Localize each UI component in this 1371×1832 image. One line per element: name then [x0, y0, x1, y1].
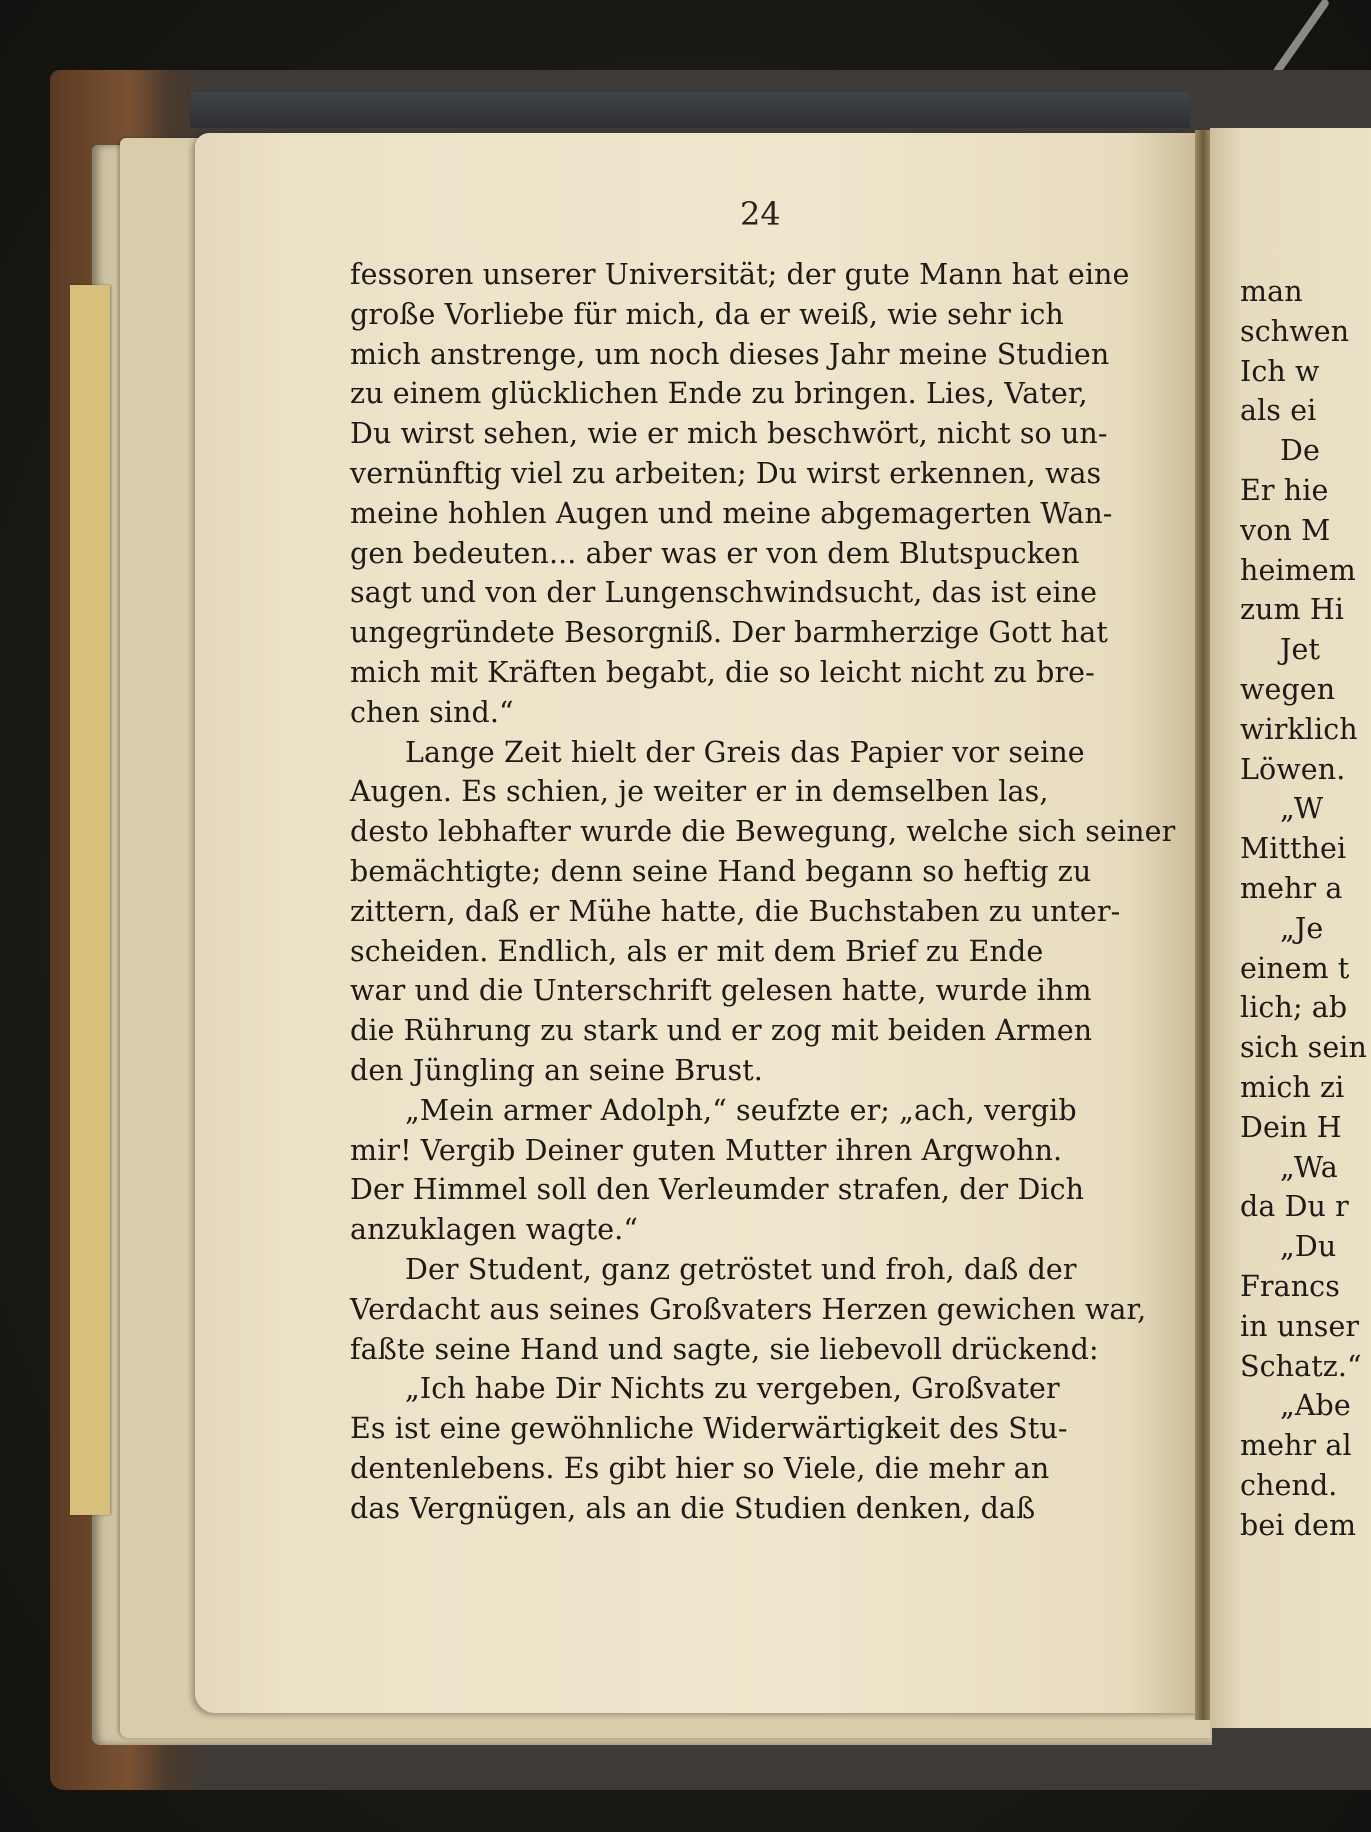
- text-line: einem t: [1240, 951, 1350, 985]
- text-line: mich zi: [1240, 1070, 1345, 1104]
- book-gutter: [1195, 130, 1211, 1720]
- text-line: desto lebhafter wurde die Bewegung, welche sich seiner: [350, 815, 1176, 849]
- text-line: mich mit Kräften begabt, die so leicht nicht zu bre-: [350, 655, 1095, 689]
- text-line: Löwen.: [1240, 752, 1346, 786]
- text-line: „Je: [1280, 911, 1324, 945]
- text-line: Jet: [1280, 633, 1321, 667]
- text-line: „W: [1280, 792, 1324, 826]
- text-line: ungegründete Besorgniß. Der barmherzige Gott hat: [350, 616, 1108, 650]
- text-line: gen bedeuten... aber was er von dem Blutspucken: [350, 536, 1080, 570]
- text-line: den Jüngling an seine Brust.: [350, 1053, 763, 1087]
- text-line: lich; ab: [1240, 991, 1348, 1025]
- right-page-text: [1240, 272, 1371, 1546]
- text-line: Er hie: [1240, 473, 1329, 507]
- text-line: mir! Vergib Deiner guten Mutter ihren Argwohn.: [350, 1133, 1063, 1167]
- text-line: mehr a: [1240, 871, 1343, 905]
- text-line: Der Student, ganz getröstet und froh, daß der: [405, 1252, 1077, 1286]
- text-line: mich anstrenge, um noch dieses Jahr meine Studien: [350, 337, 1110, 371]
- text-line: Du wirst sehen, wie er mich beschwört, nicht so un-: [350, 417, 1108, 451]
- text-line: zum Hi: [1240, 593, 1345, 627]
- text-line: faßte seine Hand und sagte, sie liebevoll drückend:: [350, 1332, 1099, 1366]
- left-page-text: [350, 255, 1180, 1529]
- text-line: heimem: [1240, 553, 1356, 587]
- text-line: „Ich habe Dir Nichts zu vergeben, Großvater: [405, 1372, 1060, 1406]
- text-line: große Vorliebe für mich, da er weiß, wie sehr ich: [350, 297, 1064, 331]
- text-line: Es ist eine gewöhnliche Widerwärtigkeit des Stu-: [350, 1412, 1068, 1446]
- text-line: Augen. Es schien, je weiter er in demselben las,: [350, 775, 1049, 809]
- text-line: meine hohlen Augen und meine abgemagerten Wan-: [350, 496, 1113, 530]
- text-line: als ei: [1240, 394, 1317, 428]
- text-line: De: [1280, 434, 1320, 468]
- text-line: „Wa: [1280, 1150, 1338, 1184]
- text-line: von M: [1240, 513, 1331, 547]
- text-line: das Vergnügen, als an die Studien denken, daß: [350, 1491, 1036, 1525]
- text-line: „Du: [1280, 1230, 1337, 1264]
- text-line: scheiden. Endlich, als er mit dem Brief zu Ende: [350, 934, 1044, 968]
- text-line: „Abe: [1280, 1389, 1351, 1423]
- page-number: 24: [740, 195, 781, 233]
- text-line: Verdacht aus seines Großvaters Herzen gewichen war,: [350, 1292, 1147, 1326]
- text-line: chen sind.“: [350, 695, 514, 729]
- book-spine-top: [190, 92, 1190, 128]
- text-line: wirklich: [1240, 712, 1358, 746]
- text-line: dentenlebens. Es gibt hier so Viele, die mehr an: [350, 1451, 1050, 1485]
- text-line: Ich w: [1240, 354, 1320, 388]
- text-line: anzuklagen wagte.“: [350, 1213, 638, 1247]
- text-line: Lange Zeit hielt der Greis das Papier vor seine: [405, 735, 1085, 769]
- text-line: Dein H: [1240, 1110, 1342, 1144]
- bookmark-ribbon: [70, 285, 110, 1515]
- text-line: man: [1240, 275, 1303, 308]
- text-line: Mitthei: [1240, 832, 1347, 866]
- text-line: bemächtigte; denn seine Hand begann so heftig zu: [350, 854, 1092, 888]
- text-line: sagt und von der Lungenschwindsucht, das ist eine: [350, 576, 1098, 610]
- text-line: die Rührung zu stark und er zog mit beiden Armen: [350, 1014, 1093, 1048]
- text-line: zittern, daß er Mühe hatte, die Buchstaben zu unter-: [350, 894, 1121, 928]
- text-line: fessoren unserer Universität; der gute Mann hat eine: [350, 258, 1130, 291]
- text-line: Francs: [1240, 1269, 1340, 1303]
- text-line: bei dem: [1240, 1508, 1357, 1542]
- text-line: Schatz.“: [1240, 1349, 1362, 1383]
- text-line: chend.: [1240, 1468, 1338, 1502]
- text-line: war und die Unterschrift gelesen hatte, wurde ihm: [350, 974, 1092, 1008]
- text-line: sich sein: [1240, 1031, 1367, 1065]
- text-line: zu einem glücklichen Ende zu bringen. Lies, Vater,: [350, 377, 1088, 411]
- text-line: Der Himmel soll den Verleumder strafen, der Dich: [350, 1173, 1085, 1207]
- text-line: in unser: [1240, 1309, 1360, 1343]
- text-line: wegen: [1240, 672, 1336, 706]
- text-line: mehr al: [1240, 1429, 1352, 1463]
- text-line: vernünftig viel zu arbeiten; Du wirst erkennen, was: [350, 456, 1102, 490]
- text-line: da Du r: [1240, 1190, 1349, 1224]
- text-line: schwen: [1240, 314, 1350, 348]
- text-line: „Mein armer Adolph,“ seufzte er; „ach, vergib: [405, 1093, 1077, 1127]
